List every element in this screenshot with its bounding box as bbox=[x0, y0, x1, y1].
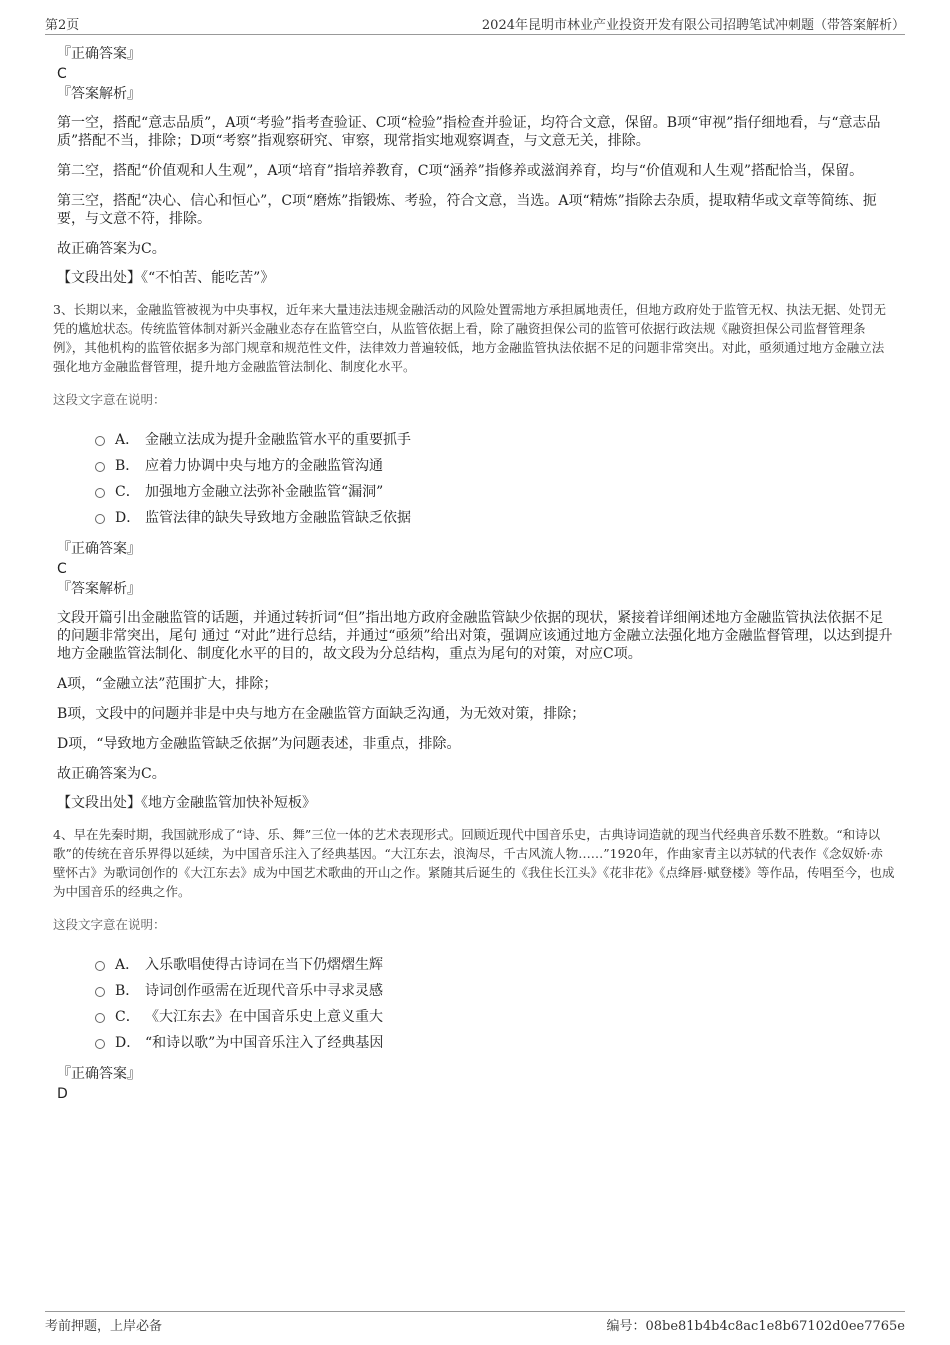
radio-icon[interactable] bbox=[95, 961, 105, 971]
document-title: 2024年昆明市林业产业投资开发有限公司招聘笔试冲刺题（带答案解析） bbox=[481, 18, 905, 33]
document-body bbox=[53, 44, 895, 1104]
analysis-paragraph: 第二空，搭配“价值观和人生观”，A项“培育”指培养教育，C项“涵养”指修养或滋润养育，均与“价值观和人生观”搭配恰当，保留。 bbox=[57, 163, 864, 179]
analysis-conclusion: 故正确答案为C。 bbox=[57, 766, 166, 782]
source-citation: 【文段出处】《地方金融监管加快补短板》 bbox=[57, 795, 316, 811]
analysis-label: 『答案解析』 bbox=[57, 581, 141, 597]
analysis-paragraph: A项，“金融立法”范围扩大，排除； bbox=[57, 676, 278, 692]
analysis-paragraph: B项，文段中的问题并非是中央与地方在金融监管方面缺乏沟通，为无效对策，排除； bbox=[57, 706, 586, 722]
option-c[interactable]: C． 《大江东去》在中国音乐史上意义重大 bbox=[95, 1004, 895, 1030]
correct-answer-q4: D bbox=[57, 1086, 68, 1102]
option-b[interactable]: B． 应着力协调中央与地方的金融监管沟通 bbox=[95, 453, 895, 479]
radio-icon[interactable] bbox=[95, 488, 105, 498]
option-b[interactable]: B． 诗词创作亟需在近现代音乐中寻求灵感 bbox=[95, 978, 895, 1004]
radio-icon[interactable] bbox=[95, 987, 105, 997]
option-a[interactable]: A． 入乐歌唱使得古诗词在当下仍熠熠生辉 bbox=[95, 952, 895, 978]
question-4-prompt: 这段文字意在说明： bbox=[53, 917, 166, 932]
correct-answer-q3: C bbox=[57, 561, 67, 577]
option-a[interactable]: A． 金融立法成为提升金融监管水平的重要抓手 bbox=[95, 427, 895, 453]
analysis-label: 『答案解析』 bbox=[57, 86, 141, 102]
radio-icon[interactable] bbox=[95, 1013, 105, 1023]
analysis-paragraph: 第一空，搭配“意志品质”，A项“考验”指考查验证、C项“检验”指检查并验证，均符合文意，保留。B项“审视”指仔细地看，与“意志品质”搭配不当，排除；D项“考察”指观察研究、审察，现常指实地观察调查，与文意无关，排除。 bbox=[57, 115, 881, 149]
page-number: 第2页 bbox=[45, 18, 80, 33]
question-3-prompt: 这段文字意在说明： bbox=[53, 392, 166, 407]
radio-icon[interactable] bbox=[95, 1039, 105, 1049]
source-citation: 【文段出处】《“不怕苦、能吃苦”》 bbox=[57, 270, 275, 286]
page-header bbox=[45, 14, 905, 35]
option-d[interactable]: D． “和诗以歌”为中国音乐注入了经典基因 bbox=[95, 1030, 895, 1056]
analysis-paragraph: 文段开篇引出金融监管的话题，并通过转折词“但”指出地方政府金融监管缺少依据的现状，紧接着详细阐述地方金融监管执法依据不足的问题非常突出，尾句 通过 “对此”进行总结，并通过“亟须”给出对策，强调应该通过地方金融立法强化地方金融监督管理，以达到提升地方金融监管法制化、制度化水平的目的，故文段为分总结构，重点为尾句的对策，对应C项。 bbox=[57, 610, 893, 662]
analysis-paragraph: 第三空，搭配“决心、信心和恒心”，C项“磨炼”指锻炼、考验，符合文意，当选。A项“精炼”指除去杂质，提取精华或文章等简练、扼要，与文意不符，排除。 bbox=[57, 193, 877, 227]
question-3-text: 3、长期以来，金融监管被视为中央事权，近年来大量违法违规金融活动的风险处置需地方承担属地责任，但地方政府处于监管无权、执法无据、处罚无凭的尴尬状态。传统监管体制对新兴金融业态存在监管空白，从监管依据上看，除了融资担保公司的监管可依据行政法规《融资担保公司监督管理条例》，其他机构的监管依据多为部门规章和规范性文件，法律效力普遍较低，地方金融监管执法依据不足的问题非常突出。对此，亟须通过地方金融立法强化地方金融监督管理，提升地方金融监管法制化、制度化水平。 bbox=[53, 302, 886, 374]
analysis-paragraph: D项，“导致地方金融监管缺乏依据”为问题表述，非重点，排除。 bbox=[57, 736, 461, 752]
radio-icon[interactable] bbox=[95, 514, 105, 524]
correct-answer-label: 『正确答案』 bbox=[57, 1066, 141, 1082]
option-c[interactable]: C． 加强地方金融立法弥补金融监管“漏洞” bbox=[95, 479, 895, 505]
radio-icon[interactable] bbox=[95, 462, 105, 472]
page-footer bbox=[45, 1311, 905, 1335]
question-4-options bbox=[95, 952, 895, 1056]
analysis-conclusion: 故正确答案为C。 bbox=[57, 241, 166, 257]
radio-icon[interactable] bbox=[95, 436, 105, 446]
correct-answer-label: 『正确答案』 bbox=[57, 541, 141, 557]
question-4-text: 4、早在先秦时期，我国就形成了“诗、乐、舞”三位一体的艺术表现形式。回顾近现代中国音乐史，古典诗词造就的现当代经典音乐数不胜数。“和诗以歌”的传统在音乐界得以延续，为中国音乐注入了经典基因。“大江东去，浪淘尽，千古风流人物……”1920年，作曲家青主以苏轼的代表作《念奴娇·赤壁怀古》为歌词创作的《大江东去》成为中国艺术歌曲的开山之作。紧随其后诞生的《我住长江头》《花非花》《点绛唇·赋登楼》等作品，传唱至今，也成为中国音乐的经典之作。 bbox=[53, 827, 895, 899]
footer-slogan: 考前押题，上岸必备 bbox=[45, 1319, 163, 1334]
document-id: 编号：08be81b4b4c8ac1e8b67102d0ee7765e bbox=[606, 1319, 905, 1334]
question-3-options bbox=[95, 427, 895, 531]
correct-answer-label: 『正确答案』 bbox=[57, 46, 141, 62]
option-d[interactable]: D． 监管法律的缺失导致地方金融监管缺乏依据 bbox=[95, 505, 895, 531]
correct-answer-q2: C bbox=[57, 66, 67, 82]
